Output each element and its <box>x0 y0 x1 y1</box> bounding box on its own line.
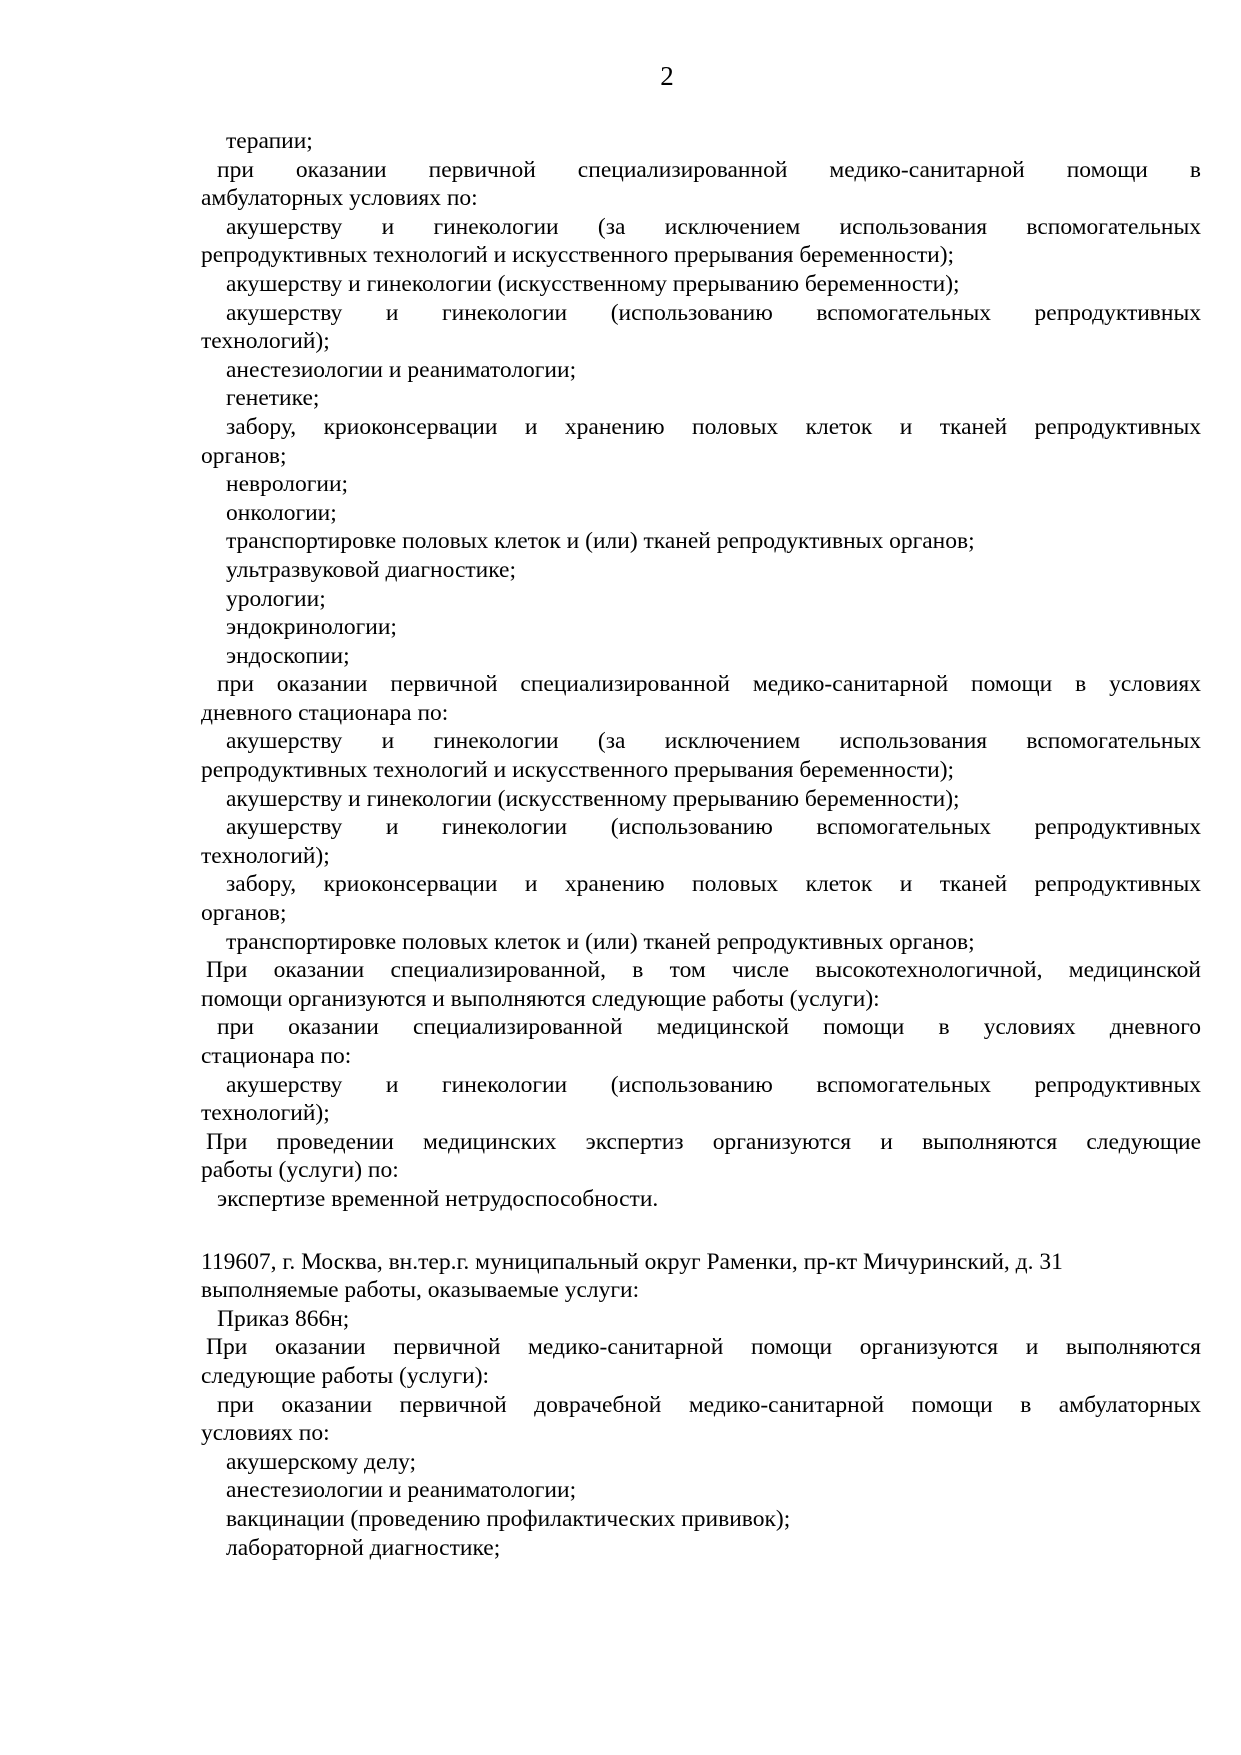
text-line: экспертизе временной нетрудоспособности. <box>217 1185 659 1212</box>
text-line: транспортировке половых клеток и (или) тканей репродуктивных органов; <box>226 528 975 555</box>
paragraph <box>201 1013 1201 1070</box>
paragraph <box>201 1305 1201 1334</box>
text-line: амбулаторных условиях по: <box>201 185 478 212</box>
page-number: 2 <box>660 61 674 91</box>
paragraph <box>201 527 1201 556</box>
text-line: при оказании первичной специализированной медико-санитарной помощи в <box>217 156 1201 183</box>
text-line: выполняемые работы, оказываемые услуги: <box>201 1277 640 1304</box>
text-line: лабораторной диагностике; <box>226 1534 501 1561</box>
text-line: При оказании первичной медико-санитарной помощи организуются и выполняются <box>206 1334 1201 1361</box>
paragraph <box>201 642 1201 671</box>
text-line: анестезиологии и реаниматологии; <box>226 356 577 383</box>
text-line: При оказании специализированной, в том числе высокотехнологичной, медицинской <box>206 957 1201 984</box>
text-line: технологий); <box>201 842 330 869</box>
text-line: забору, криоконсервации и хранению половых клеток и тканей репродуктивных <box>226 413 1201 440</box>
paragraph <box>201 470 1201 499</box>
text-line: акушерству и гинекологии (использованию вспомогательных репродуктивных <box>226 299 1201 326</box>
paragraph <box>201 727 1201 784</box>
document-section <box>201 127 1201 1214</box>
text-line: акушерству и гинекологии (использованию вспомогательных репродуктивных <box>226 1071 1201 1098</box>
text-line: онкологии; <box>226 499 337 526</box>
paragraph <box>201 870 1201 927</box>
paragraph <box>201 413 1201 470</box>
paragraph <box>201 1505 1201 1534</box>
text-line: акушерскому делу; <box>226 1448 417 1475</box>
paragraph <box>201 556 1201 585</box>
paragraph <box>201 670 1201 727</box>
text-line: условиях по: <box>201 1420 330 1447</box>
paragraph <box>201 613 1201 642</box>
paragraph <box>201 1391 1201 1448</box>
text-line: неврологии; <box>226 471 349 498</box>
paragraph <box>201 356 1201 385</box>
paragraph <box>201 299 1201 356</box>
paragraph <box>201 156 1201 213</box>
paragraph <box>201 1333 1201 1390</box>
text-line: ультразвуковой диагностике; <box>226 556 517 583</box>
text-line: анестезиологии и реаниматологии; <box>226 1477 577 1504</box>
text-line: генетике; <box>226 385 320 412</box>
paragraph <box>201 785 1201 814</box>
paragraph <box>201 585 1201 614</box>
text-line: следующие работы (услуги): <box>201 1362 490 1389</box>
paragraph <box>201 1185 1201 1214</box>
text-line: вакцинации (проведению профилактических прививок); <box>226 1505 791 1532</box>
text-line: 119607, г. Москва, вн.тер.г. муниципальный округ Раменки, пр-кт Мичуринский, д. 31 <box>201 1248 1063 1275</box>
paragraph <box>201 270 1201 299</box>
paragraph <box>201 499 1201 528</box>
text-line: стационара по: <box>201 1043 352 1069</box>
text-line: помощи организуются и выполняются следующие работы (услуги): <box>201 985 880 1012</box>
paragraph <box>201 1476 1201 1505</box>
text-line: акушерству и гинекологии (за исключением использования вспомогательных <box>226 728 1201 755</box>
paragraph <box>201 384 1201 413</box>
paragraph <box>201 127 1201 156</box>
text-line: Приказ 866н; <box>217 1305 350 1332</box>
paragraph <box>201 813 1201 870</box>
paragraph <box>201 1128 1201 1185</box>
text-line: акушерству и гинекологии (за исключением использования вспомогательных <box>226 213 1201 240</box>
text-line: эндокринологии; <box>226 614 397 641</box>
text-line: репродуктивных технологий и искусственного прерывания беременности); <box>201 242 955 269</box>
text-line: при оказании специализированной медицинской помощи в условиях дневного <box>217 1014 1201 1041</box>
paragraph <box>201 1276 1201 1305</box>
paragraph <box>201 928 1201 957</box>
text-line: терапии; <box>226 128 313 154</box>
text-line: урологии; <box>226 585 326 612</box>
text-line: органов; <box>201 442 287 469</box>
paragraph <box>201 1248 1201 1277</box>
paragraph <box>201 213 1201 270</box>
text-line: акушерству и гинекологии (использованию вспомогательных репродуктивных <box>226 814 1201 841</box>
text-line: акушерству и гинекологии (искусственному прерыванию беременности); <box>226 270 960 297</box>
text-line: забору, криоконсервации и хранению половых клеток и тканей репродуктивных <box>226 871 1201 898</box>
document-section <box>201 1248 1201 1563</box>
document-body <box>201 127 1201 1562</box>
paragraph <box>201 956 1201 1013</box>
text-line: транспортировке половых клеток и (или) тканей репродуктивных органов; <box>226 928 975 955</box>
paragraph <box>201 1071 1201 1128</box>
paragraph <box>201 1534 1201 1563</box>
text-line: работы (услуги) по: <box>201 1157 399 1184</box>
text-line: при оказании первичной специализированной медико-санитарной помощи в условиях <box>217 671 1201 698</box>
text-line: органов; <box>201 900 287 927</box>
text-line: акушерству и гинекологии (искусственному прерыванию беременности); <box>226 785 960 812</box>
text-line: эндоскопии; <box>226 642 350 669</box>
text-line: дневного стационара по: <box>201 699 449 726</box>
text-line: технологий); <box>201 1100 330 1127</box>
text-line: при оказании первичной доврачебной медико-санитарной помощи в амбулаторных <box>217 1391 1201 1418</box>
paragraph <box>201 1448 1201 1477</box>
text-line: репродуктивных технологий и искусственного прерывания беременности); <box>201 757 955 784</box>
text-line: При проведении медицинских экспертиз организуются и выполняются следующие <box>206 1128 1201 1155</box>
text-line: технологий); <box>201 328 330 355</box>
